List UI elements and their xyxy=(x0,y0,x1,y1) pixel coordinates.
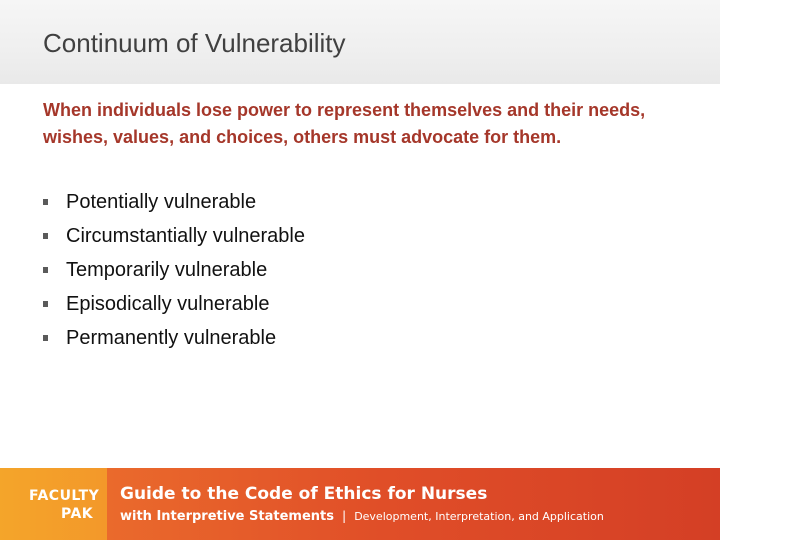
brand-line-pak: PAK xyxy=(61,506,94,522)
bullet-marker-icon xyxy=(43,233,48,239)
intro-text: When individuals lose power to represent themselves and their needs, wishes, values, and choices, others must advocate for them. xyxy=(43,100,646,147)
bullet-marker-icon xyxy=(43,335,48,341)
guide-subtitle xyxy=(120,508,604,524)
footer-banner xyxy=(0,468,788,540)
faculty-pak-logo xyxy=(0,468,107,540)
guide-subtitle-strong: with Interpretive Statements xyxy=(120,509,334,524)
guide-title: Guide to the Code of Ethics for Nurses xyxy=(120,484,488,504)
bullet-list xyxy=(43,185,305,355)
bullet-text: Permanently vulnerable xyxy=(66,327,277,349)
guide-subtitle-rest: Development, Interpretation, and Application xyxy=(354,510,604,523)
bullet-marker-icon xyxy=(43,267,48,273)
footer-title-panel xyxy=(107,468,788,540)
list-item xyxy=(43,253,305,287)
page-number: 28 xyxy=(776,480,788,492)
slide-title: Continuum of Vulnerability xyxy=(43,28,346,58)
bullet-text: Episodically vulnerable xyxy=(66,293,270,315)
bullet-text: Potentially vulnerable xyxy=(66,191,257,213)
guide-subtitle-separator: | xyxy=(341,508,347,523)
list-item xyxy=(43,185,305,219)
bullet-marker-icon xyxy=(43,301,48,307)
brand-line-faculty: FACULTY xyxy=(29,488,100,504)
bullet-marker-icon xyxy=(43,199,48,205)
bullet-text: Temporarily vulnerable xyxy=(66,259,268,281)
bullet-text: Circumstantially vulnerable xyxy=(66,225,305,247)
list-item xyxy=(43,219,305,253)
list-item xyxy=(43,321,305,355)
list-item xyxy=(43,287,305,321)
